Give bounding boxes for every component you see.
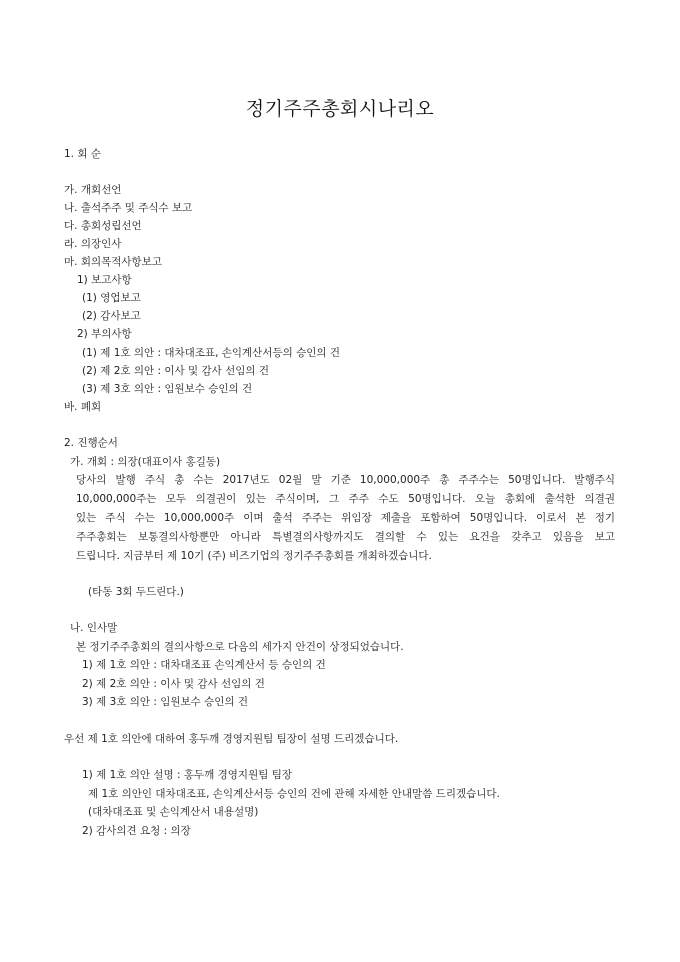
greeting-item-2: 2) 제 2호 의안 : 이사 및 감사 선임의 건	[82, 678, 265, 690]
agenda-subitem-resolution-1: (1) 제 1호 의안 : 대차대조표, 손익계산서등의 승인의 건	[82, 347, 340, 359]
agenda-subitem-audit-report: (2) 감사보고	[82, 310, 141, 322]
section2-heading: 2. 진행순서	[64, 437, 118, 449]
agenda2-heading: 2) 감사의견 요청 : 의장	[82, 825, 191, 837]
agenda-subitem-resolution-3: (3) 제 3호 의안 : 임원보수 승인의 건	[82, 383, 253, 395]
agenda-subitem-resolutions: 2) 부의사항	[77, 328, 132, 340]
agenda1-heading: 1) 제 1호 의안 설명 : 홍두깨 경영지원팀 팀장	[82, 769, 292, 781]
agenda1-text: 제 1호 의안인 대차대조표, 손익계산서등 승인의 건에 관해 자세한 안내말씀 드리겠습니다.	[88, 788, 500, 800]
greeting-heading: 나. 인사말	[70, 622, 118, 634]
greeting-item-1: 1) 제 1호 의안 : 대차대조표 손익계산서 등 승인의 건	[82, 659, 326, 671]
agenda-item-quorum: 다. 총회성립선언	[64, 220, 142, 232]
agenda1-note: (대차대조표 및 손익계산서 내용설명)	[88, 806, 259, 818]
agenda-item-attendance: 나. 출석주주 및 주식수 보고	[64, 202, 193, 214]
agenda-item-closing: 바. 폐회	[64, 401, 102, 413]
agenda-item-purpose: 마. 회의목적사항보고	[64, 256, 162, 268]
agenda-item-chair-greeting: 라. 의장인사	[64, 238, 122, 250]
agenda-subitem-business-report: (1) 영업보고	[82, 292, 141, 304]
opening-paragraph-line: 당사의 발행 주식 총 수는 2017년도 02월 말 기준 10,000,000주 총 주주수는 50명입니다. 발행주식	[76, 474, 615, 486]
transition-text: 우선 제 1호 의안에 대하여 홍두깨 경영지원팀 팀장이 설명 드리겠습니다.	[64, 733, 399, 745]
agenda-subitem-reports: 1) 보고사항	[77, 274, 132, 286]
opening-heading: 가. 개회 : 의장(대표이사 홍길동)	[70, 456, 221, 468]
opening-paragraph-line: 드립니다. 지금부터 제 10기 (주) 비즈기업의 정기주주총회를 개최하겠습니다.	[76, 550, 432, 562]
gavel-note: (타동 3회 두드린다.)	[88, 586, 184, 598]
opening-paragraph-line: 주주총회는 보통결의사항뿐만 아니라 특별결의사항까지도 결의할 수 있는 요건을 갖추고 있음을 보고	[76, 531, 615, 543]
document-title: 정기주주총회시나리오	[245, 98, 435, 120]
greeting-item-3: 3) 제 3호 의안 : 임원보수 승인의 건	[82, 696, 249, 708]
section1-heading: 1. 회 순	[64, 148, 101, 160]
agenda-subitem-resolution-2: (2) 제 2호 의안 : 이사 및 감사 선임의 건	[82, 365, 269, 377]
greeting-intro: 본 정기주주총회의 결의사항으로 다음의 세가지 안건이 상정되었습니다.	[76, 641, 404, 653]
agenda-item-opening: 가. 개회선언	[64, 184, 122, 196]
opening-paragraph-line: 있는 주식 수는 10,000,000주 이며 출석 주주는 위임장 제출을 포함하여 50명입니다. 이로서 본 정기	[76, 512, 615, 524]
opening-paragraph-line: 10,000,000주는 모두 의결권이 있는 주식이며, 그 주주 수도 50명입니다. 오늘 총회에 출석한 의결권	[76, 493, 615, 505]
